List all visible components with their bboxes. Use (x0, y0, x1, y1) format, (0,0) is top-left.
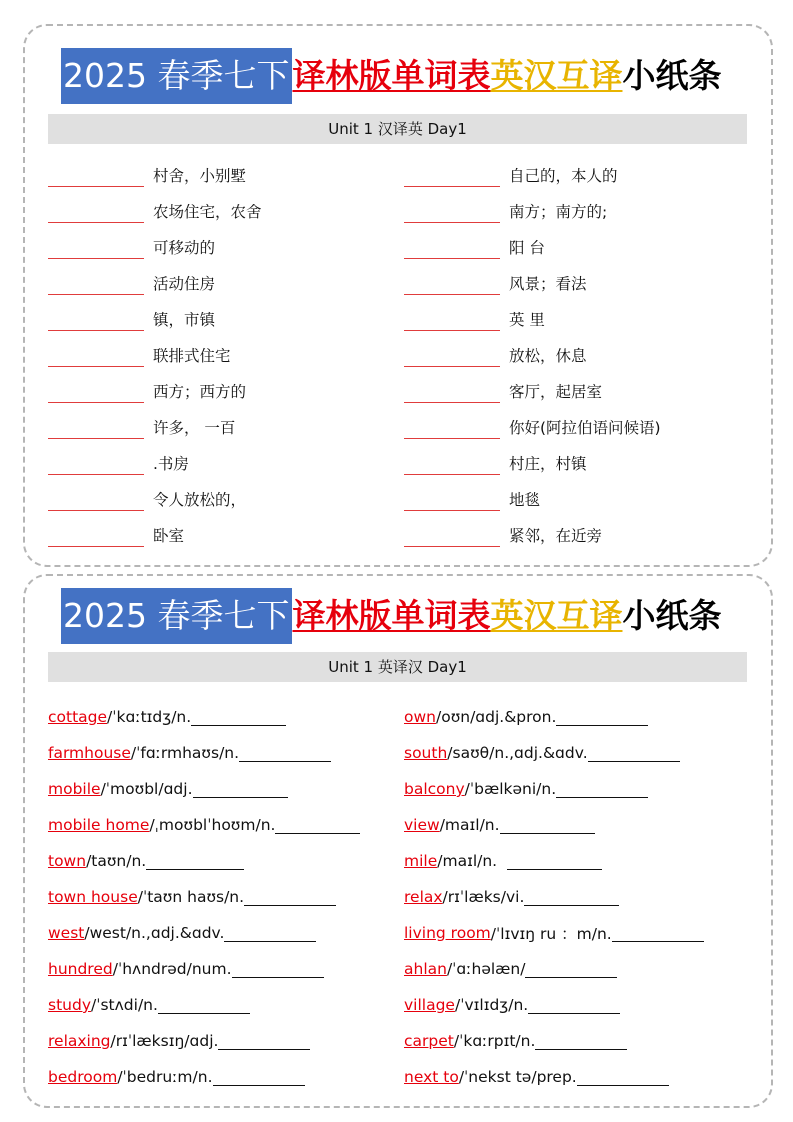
phonetic: /ˈhʌndrəd/num. (112, 960, 232, 978)
vocab-row (404, 265, 661, 301)
english-word: south (404, 744, 448, 762)
vocab-row (404, 987, 704, 1023)
answer-blank[interactable] (404, 236, 500, 259)
phonetic: /ˈtaʊn haʊs/n. (137, 888, 245, 906)
answer-blank[interactable] (48, 488, 144, 511)
vocab-row (404, 337, 661, 373)
phonetic: /rɪˈlæksɪŋ/ɑdj. (110, 1032, 219, 1050)
answer-blank[interactable] (404, 416, 500, 439)
chinese-meaning: 令人放松的， (153, 491, 247, 509)
phonetic: /ˌmoʊblˈhoʊm/n. (149, 816, 276, 834)
vocab-row (48, 843, 360, 879)
chinese-meaning: 农场住宅，农舍 (153, 203, 262, 221)
card-english-to-chinese (23, 574, 773, 1108)
chinese-meaning: 可移动的 (153, 239, 216, 257)
vocab-column-left (48, 699, 360, 1095)
chinese-meaning: 风景；看法 (509, 275, 587, 293)
vocab-row (404, 735, 704, 771)
english-word: balcony (404, 780, 465, 798)
answer-line[interactable] (232, 961, 324, 978)
chinese-meaning: .书房 (153, 455, 189, 473)
vocab-row (48, 445, 262, 481)
chinese-meaning: 英 里 (509, 311, 545, 329)
answer-line[interactable] (528, 997, 620, 1014)
answer-line[interactable] (244, 889, 336, 906)
phonetic: /rɪˈlæks/vi. (442, 888, 525, 906)
phonetic: /maɪl/n. (437, 852, 507, 870)
vocab-row (48, 481, 262, 517)
vocab-column-right (404, 157, 661, 553)
vocab-column-right (404, 699, 704, 1095)
english-word: next to (404, 1068, 459, 1086)
chinese-meaning: 村舍，小别墅 (153, 167, 247, 185)
phonetic: /ˈɑːhəlæn/ (446, 960, 526, 978)
answer-blank[interactable] (404, 200, 500, 223)
answer-line[interactable] (577, 1069, 669, 1086)
answer-line[interactable] (556, 781, 648, 798)
english-word: mobile home (48, 816, 150, 834)
answer-blank[interactable] (48, 272, 144, 295)
answer-blank[interactable] (48, 524, 144, 547)
phonetic: /maɪl/n. (439, 816, 500, 834)
answer-line[interactable] (146, 853, 244, 870)
english-word: bedroom (48, 1068, 118, 1086)
answer-blank[interactable] (404, 524, 500, 547)
answer-line[interactable] (191, 709, 286, 726)
phonetic: /oʊn/ɑdj.&pron. (435, 708, 557, 726)
phonetic: /ˈbælkəni/n. (464, 780, 557, 798)
vocab-row (404, 373, 661, 409)
answer-blank[interactable] (48, 380, 144, 403)
vocab-row (404, 301, 661, 337)
chinese-meaning: 联排式住宅 (153, 347, 231, 365)
answer-line[interactable] (556, 709, 648, 726)
vocab-row (48, 915, 360, 951)
vocab-row (404, 517, 661, 553)
vocab-row (48, 337, 262, 373)
answer-blank[interactable] (48, 308, 144, 331)
vocab-row (48, 373, 262, 409)
answer-blank[interactable] (48, 416, 144, 439)
vocab-row (48, 193, 262, 229)
title-year-grade: 2025 春季七下 (61, 48, 292, 104)
vocab-row (404, 1059, 704, 1095)
vocab-row (48, 301, 262, 337)
phonetic: /ˈkɑːrpɪt/n. (453, 1032, 536, 1050)
vocab-row (404, 157, 661, 193)
vocab-row (404, 193, 661, 229)
phonetic: /ˈkɑːtɪdʒ/n. (107, 708, 192, 726)
vocab-row (48, 699, 360, 735)
chinese-meaning: 西方；西方的 (153, 383, 247, 401)
phonetic: /ˈvɪlɪdʒ/n. (454, 996, 529, 1014)
vocab-row (48, 735, 360, 771)
vocab-row (404, 807, 704, 843)
card-chinese-to-english (23, 24, 773, 567)
vocab-row (404, 409, 661, 445)
answer-line[interactable] (218, 1033, 310, 1050)
english-word: hundred (48, 960, 113, 978)
chinese-meaning: 卧室 (153, 527, 185, 545)
answer-blank[interactable] (404, 344, 500, 367)
title-translate: 英汉互译 (490, 596, 623, 635)
vocab-row (48, 771, 360, 807)
vocab-row (48, 1059, 360, 1095)
phonetic: /ˈlɪvɪŋ ru ：m/n. (490, 925, 612, 943)
english-word: west (48, 924, 85, 942)
page-title (61, 48, 721, 104)
english-word: relax (404, 888, 443, 906)
vocab-row (404, 879, 704, 915)
answer-blank[interactable] (48, 344, 144, 367)
chinese-meaning: 客厅，起居室 (509, 383, 603, 401)
english-word: study (48, 996, 91, 1014)
answer-line[interactable] (158, 997, 250, 1014)
chinese-meaning: 镇，市镇 (153, 311, 216, 329)
chinese-meaning: 阳 台 (509, 239, 545, 257)
chinese-meaning: 许多， 一百 (153, 419, 236, 437)
vocab-row (404, 445, 661, 481)
phonetic: /west/n.,ɑdj.&ɑdv. (84, 924, 225, 942)
answer-blank[interactable] (404, 380, 500, 403)
vocab-row (48, 987, 360, 1023)
answer-blank[interactable] (48, 452, 144, 475)
title-textbook: 译林版单词表 (292, 596, 491, 635)
english-word: mobile (48, 780, 101, 798)
vocab-row (48, 1023, 360, 1059)
answer-blank[interactable] (404, 308, 500, 331)
page-title (61, 588, 721, 644)
english-word: view (404, 816, 440, 834)
phonetic: /ˈstʌdi/n. (91, 996, 158, 1014)
vocab-row (48, 807, 360, 843)
phonetic: /saʊθ/n.,ɑdj.&ɑdv. (447, 744, 588, 762)
phonetic: /taʊn/n. (86, 852, 147, 870)
answer-blank[interactable] (48, 200, 144, 223)
answer-line[interactable] (500, 817, 595, 834)
answer-line[interactable] (275, 817, 360, 834)
vocab-row (48, 879, 360, 915)
vocab-row (404, 699, 704, 735)
chinese-meaning: 放松，休息 (509, 347, 587, 365)
section-subtitle: Unit 1 英译汉 Day1 (48, 652, 747, 682)
english-word: cottage (48, 708, 108, 726)
answer-blank[interactable] (48, 164, 144, 187)
phonetic: /ˈbedruːm/n. (117, 1068, 213, 1086)
chinese-meaning: 南方；南方的; (509, 203, 608, 221)
vocab-row (404, 951, 704, 987)
answer-line[interactable] (525, 961, 617, 978)
phonetic: /ˈfɑːrmhaʊs/n. (130, 744, 240, 762)
section-subtitle: Unit 1 汉译英 Day1 (48, 114, 747, 144)
chinese-meaning: 村庄，村镇 (509, 455, 587, 473)
vocab-row (404, 915, 704, 951)
english-word: mile (404, 852, 438, 870)
chinese-meaning: 你好(阿拉伯语问候语) (509, 419, 661, 437)
answer-blank[interactable] (404, 452, 500, 475)
english-word: town house (48, 888, 138, 906)
phonetic: /ˈmoʊbl/ɑdj. (100, 780, 193, 798)
vocab-row (48, 951, 360, 987)
vocab-row (48, 229, 262, 265)
chinese-meaning: 地毯 (509, 491, 541, 509)
english-word: village (404, 996, 455, 1014)
vocab-row (48, 265, 262, 301)
title-textbook: 译林版单词表 (292, 56, 491, 95)
answer-line[interactable] (588, 745, 680, 762)
vocab-row (404, 843, 704, 879)
answer-blank[interactable] (404, 164, 500, 187)
answer-line[interactable] (213, 1069, 305, 1086)
vocab-column-left (48, 157, 262, 553)
title-slip: 小纸条 (622, 56, 722, 95)
vocab-row (48, 157, 262, 193)
vocab-row (48, 409, 262, 445)
answer-line[interactable] (224, 925, 316, 942)
answer-line[interactable] (239, 745, 331, 762)
title-year-grade: 2025 春季七下 (61, 588, 292, 644)
answer-line[interactable] (535, 1033, 627, 1050)
answer-line[interactable] (612, 925, 704, 942)
english-word: carpet (404, 1032, 454, 1050)
english-word: living room (404, 924, 491, 942)
english-word: own (404, 708, 436, 726)
chinese-meaning: 紧邻，在近旁 (509, 527, 603, 545)
answer-line[interactable] (193, 781, 288, 798)
title-translate: 英汉互译 (490, 56, 623, 95)
chinese-meaning: 自己的，本人的 (509, 167, 618, 185)
english-word: relaxing (48, 1032, 111, 1050)
english-word: farmhouse (48, 744, 131, 762)
vocab-row (404, 1023, 704, 1059)
vocab-row (404, 229, 661, 265)
answer-blank[interactable] (404, 488, 500, 511)
english-word: town (48, 852, 87, 870)
answer-line[interactable] (524, 889, 619, 906)
answer-blank[interactable] (404, 272, 500, 295)
english-word: ahlan (404, 960, 447, 978)
phonetic: /ˈnekst tə/prep. (458, 1068, 577, 1086)
chinese-meaning: 活动住房 (153, 275, 216, 293)
answer-line[interactable] (507, 853, 602, 870)
vocab-row (48, 517, 262, 553)
title-slip: 小纸条 (622, 596, 722, 635)
answer-blank[interactable] (48, 236, 144, 259)
vocab-row (404, 771, 704, 807)
vocab-row (404, 481, 661, 517)
